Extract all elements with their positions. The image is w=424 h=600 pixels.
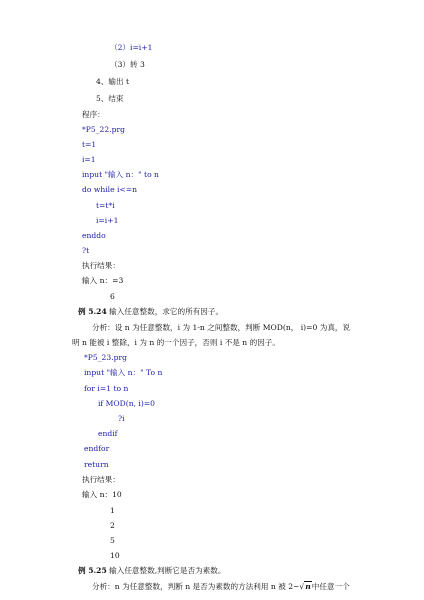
text-line: t=1 — [82, 140, 97, 149]
text-line: 例 5.24 输入任意整数，求它的所有因子。 — [78, 307, 224, 316]
text-line: i=i+1 — [96, 216, 119, 225]
text-line: endif — [98, 429, 118, 438]
text-line: 执行结果： — [82, 261, 120, 270]
text-line: 4、输出 t — [96, 77, 130, 86]
text-line: 1 — [110, 506, 115, 515]
text-line: 5 — [110, 536, 115, 545]
text-line: 输入 n：=3 — [82, 276, 124, 285]
text-line: 6 — [110, 292, 115, 301]
text-line: （2）i=i+1 — [110, 43, 153, 52]
text-line: input "输入 n：" to n — [82, 170, 159, 179]
text-line: i=1 — [82, 155, 96, 164]
text-line: ?t — [82, 246, 90, 255]
text-line: for i=1 to n — [84, 384, 129, 393]
example-number: 例 5.25 — [78, 566, 107, 575]
example-number: 例 5.24 — [78, 307, 107, 316]
sqrt-symbol: √n — [299, 582, 311, 591]
analysis-line-1: 分析：n 为任意整数，判断 n 是否为素数的方法利用 n 被 2~√n中任意一个 — [92, 582, 350, 591]
text-line: enddo — [82, 231, 106, 240]
text-line: 执行结果： — [82, 475, 120, 484]
text-line: do while i<=n — [82, 185, 138, 194]
text-line: 分析：设 n 为任意整数，i 为 1-n 之间整数，判断 MOD(n， i)=0 为真，说 — [92, 323, 351, 332]
text-line: ?i — [118, 414, 125, 423]
text-line: *P5_23.prg — [84, 353, 127, 362]
text-line: 5、结束 — [96, 94, 124, 103]
text-line: return — [84, 460, 109, 469]
text-line: endfor — [84, 444, 110, 453]
text-line: *P5_22.prg — [82, 125, 125, 134]
text-line: （3）转 3 — [110, 60, 145, 69]
text-line: 10 — [110, 551, 120, 560]
text-line: 程序： — [82, 110, 105, 119]
text-line: 例 5.25 输入任意整数,判断它是否为素数。 — [78, 566, 226, 575]
text-line: t=t*i — [96, 201, 115, 210]
text-line: 2 — [110, 521, 115, 530]
text-line: input "输入 n：" To n — [84, 368, 163, 377]
text-line: if MOD(n, i)=0 — [98, 399, 156, 408]
text-line: 输入 n：10 — [82, 490, 122, 499]
text-line: 明 n 能被 i 整除，i 为 n 的一个因子，否则 i 不是 n 的因子。 — [72, 338, 280, 347]
